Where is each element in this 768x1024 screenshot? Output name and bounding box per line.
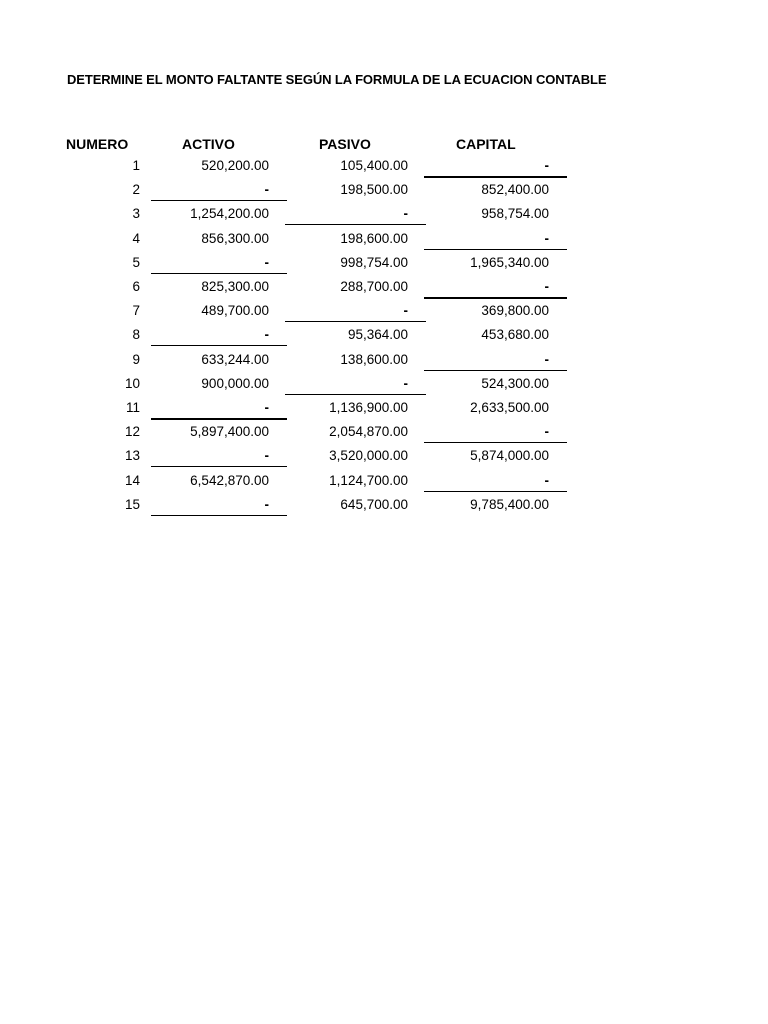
cell-pasivo: - [285, 203, 426, 225]
cell-activo: 489,700.00 [201, 303, 269, 319]
cell-pasivo: 2,054,870.00 [329, 424, 408, 440]
cell-numero: 12 [124, 424, 140, 440]
cell-pasivo: 998,754.00 [340, 254, 408, 270]
cell-capital: 453,680.00 [481, 327, 549, 343]
header-pasivo: PASIVO [319, 136, 371, 152]
cell-capital: - [424, 228, 567, 250]
table-row [66, 228, 556, 252]
table-row [66, 155, 556, 179]
cell-numero: 6 [132, 279, 140, 294]
table-row [66, 300, 556, 324]
cell-activo: 520,200.00 [201, 158, 269, 173]
cell-pasivo: 138,600.00 [340, 351, 408, 367]
cell-numero: 9 [132, 351, 140, 367]
cell-pasivo: 645,700.00 [340, 496, 408, 512]
cell-pasivo: 198,600.00 [340, 230, 408, 246]
cell-activo: 5,897,400.00 [190, 424, 269, 440]
cell-numero: 11 [125, 400, 140, 415]
cell-activo: 1,254,200.00 [190, 206, 269, 222]
cell-activo: 900,000.00 [201, 375, 269, 391]
cell-capital: 958,754.00 [481, 206, 549, 222]
cell-activo: 6,542,870.00 [190, 472, 269, 488]
cell-capital: 5,874,000.00 [470, 448, 549, 464]
cell-numero: 8 [132, 327, 140, 343]
table-row [66, 276, 556, 300]
table-row [66, 470, 556, 494]
cell-pasivo: - [285, 300, 426, 322]
cell-numero: 13 [124, 448, 140, 464]
cell-pasivo: 198,500.00 [340, 182, 408, 198]
cell-activo: - [151, 397, 287, 420]
cell-activo: - [151, 252, 287, 274]
table-row [66, 349, 556, 373]
cell-capital: 369,800.00 [481, 303, 549, 319]
cell-pasivo: 288,700.00 [340, 279, 408, 294]
cell-capital: - [424, 155, 567, 178]
cell-numero: 14 [124, 472, 140, 488]
table-row [66, 421, 556, 445]
cell-capital: - [424, 421, 567, 443]
cell-activo: - [151, 324, 287, 346]
cell-numero: 10 [124, 375, 140, 391]
cell-numero: 5 [132, 254, 140, 270]
page-title: DETERMINE EL MONTO FALTANTE SEGÚN LA FORMULA DE LA ECUACION CONTABLE [67, 72, 607, 87]
cell-activo: 633,244.00 [201, 351, 269, 367]
cell-capital: 9,785,400.00 [470, 496, 549, 512]
cell-capital: 2,633,500.00 [470, 400, 549, 415]
cell-numero: 2 [132, 182, 140, 198]
cell-numero: 15 [124, 496, 140, 512]
cell-pasivo: - [285, 373, 426, 395]
cell-numero: 3 [132, 206, 140, 222]
cell-activo: 825,300.00 [201, 279, 269, 294]
table-row [66, 203, 556, 227]
cell-pasivo: 95,364.00 [347, 327, 408, 343]
cell-numero: 4 [132, 230, 140, 246]
table-row [66, 179, 556, 203]
cell-capital: - [424, 349, 567, 371]
header-capital: CAPITAL [456, 136, 516, 152]
table-row [66, 445, 556, 469]
cell-pasivo: 1,124,700.00 [329, 472, 408, 488]
table-row [66, 252, 556, 276]
cell-activo: 856,300.00 [201, 230, 269, 246]
cell-capital: 524,300.00 [481, 375, 549, 391]
cell-capital: 1,965,340.00 [470, 254, 549, 270]
cell-activo: - [151, 494, 287, 516]
cell-activo: - [151, 179, 287, 201]
cell-capital: 852,400.00 [481, 182, 549, 198]
cell-pasivo: 105,400.00 [340, 158, 408, 173]
cell-numero: 1 [132, 158, 140, 173]
cell-pasivo: 1,136,900.00 [329, 400, 408, 415]
header-numero: NUMERO [66, 136, 129, 152]
cell-capital: - [424, 276, 567, 299]
cell-numero: 7 [132, 303, 140, 319]
cell-pasivo: 3,520,000.00 [329, 448, 408, 464]
table-row [66, 397, 556, 421]
table-row [66, 373, 556, 397]
table-row [66, 494, 556, 518]
header-activo: ACTIVO [182, 136, 235, 152]
table-row [66, 324, 556, 348]
cell-capital: - [424, 470, 567, 492]
cell-activo: - [151, 445, 287, 467]
